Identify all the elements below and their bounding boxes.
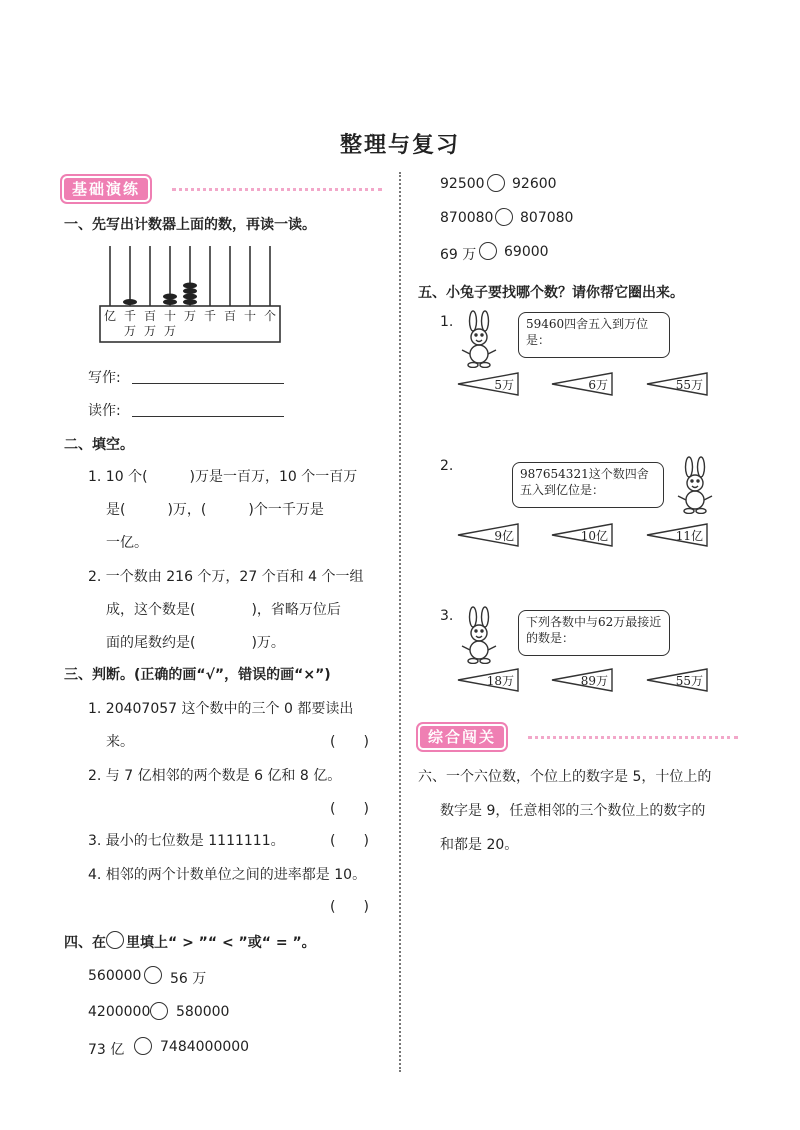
q4-heading-start: 四、在 (64, 935, 106, 951)
rabbit-illustration (458, 310, 500, 368)
page-title: 整理与复习 (339, 133, 460, 158)
q2-item2-line3: 面的尾数约是( )万。 (106, 635, 285, 651)
q1-heading: 一、先写出计数器上面的数，再读一读。 (64, 217, 316, 233)
speech-bubble: 下列各数中与62万最接近的数是： (518, 610, 670, 656)
compare-left: 73 亿 (88, 1042, 125, 1058)
q6-line3: 和都是 20。 (440, 837, 519, 853)
flag-label: 55万 (675, 378, 703, 392)
q3-item1-line2: 来。 (106, 734, 134, 750)
q2-item1-line3: 一亿。 (106, 535, 148, 551)
compare-right: 56 万 (170, 971, 207, 987)
compare-right: 807080 (520, 210, 574, 226)
read-answer-line[interactable] (132, 416, 284, 417)
q3-item1-answer[interactable]: ( ) (330, 734, 369, 750)
compare-left: 69 万 (440, 247, 477, 263)
write-label: 写作: (88, 370, 121, 386)
rabbit-illustration (674, 456, 716, 514)
q5-heading: 五、小兔子要找哪个数？请你帮它圈出来。 (418, 285, 684, 301)
speech-bubble: 987654321这个数四舍五入到亿位是： (512, 462, 664, 508)
answer-flag[interactable] (550, 372, 614, 396)
abacus-place-label: 十 (163, 309, 177, 323)
compare-right: 580000 (176, 1004, 230, 1020)
q5-item-number: 1. (440, 314, 454, 330)
q3-item4-answer[interactable]: ( ) (330, 899, 369, 915)
q5-item-number: 2. (440, 458, 454, 474)
abacus-place-label: 十 (243, 309, 257, 323)
answer-flag[interactable] (456, 668, 520, 692)
flag-label: 55万 (675, 674, 703, 688)
abacus-unit-label: 万 (123, 324, 137, 338)
abacus-place-label: 千 (123, 309, 137, 323)
compare-right: 69000 (504, 244, 549, 260)
answer-flag[interactable] (645, 668, 709, 692)
rabbit-illustration (458, 606, 500, 664)
section-badge-comprehensive: 综合闯关 (418, 724, 506, 750)
q3-item3: 3. 最小的七位数是 1111111。 (88, 833, 285, 849)
abacus-bead (183, 299, 197, 305)
abacus-bead (163, 294, 177, 300)
column-divider (399, 172, 401, 1072)
answer-flag[interactable] (645, 372, 709, 396)
abacus-unit-label: 万 (163, 324, 177, 338)
compare-left: 560000 (88, 968, 142, 984)
flag-label: 18万 (486, 674, 514, 688)
compare-circle[interactable] (134, 1037, 152, 1055)
q4-heading-end: 里填上“ > ”“ < ”或“ = ”。 (126, 935, 316, 951)
answer-flag[interactable] (456, 523, 520, 547)
answer-flag[interactable] (456, 372, 520, 396)
compare-right: 92600 (512, 176, 557, 192)
flag-label: 5万 (494, 378, 514, 392)
q3-item1-line1: 1. 20407057 这个数中的三个 0 都要读出 (88, 701, 354, 717)
abacus-place-label: 万 (183, 309, 197, 323)
compare-left: 4200000 (88, 1004, 151, 1020)
answer-flag[interactable] (550, 523, 614, 547)
read-label: 读作: (88, 403, 121, 419)
flag-label: 89万 (580, 674, 608, 688)
compare-left: 870080 (440, 210, 494, 226)
abacus-place-label: 千 (203, 309, 217, 323)
q2-item2-line1: 2. 一个数由 216 个万，27 个百和 4 个一组 (88, 569, 364, 585)
q2-heading: 二、填空。 (64, 437, 134, 453)
q3-item3-answer[interactable]: ( ) (330, 833, 369, 849)
abacus-place-label: 个 (263, 309, 277, 323)
abacus-drawing (98, 244, 284, 344)
abacus-bead (183, 283, 197, 289)
speech-bubble: 59460四舍五入到万位是： (518, 312, 670, 358)
abacus-bead (183, 288, 197, 294)
abacus-bead (163, 299, 177, 305)
flag-label: 9亿 (494, 529, 514, 543)
abacus-unit-label: 万 (143, 324, 157, 338)
compare-circle[interactable] (479, 242, 497, 260)
q3-item2: 2. 与 7 亿相邻的两个数是 6 亿和 8 亿。 (88, 768, 342, 784)
compare-circle[interactable] (487, 174, 505, 192)
flag-label: 6万 (588, 378, 608, 392)
q2-item2-line2: 成，这个数是( )，省略万位后 (106, 602, 341, 618)
badge-dotted-line (172, 188, 382, 191)
flag-label: 11亿 (675, 529, 703, 543)
abacus-place-label: 亿 (103, 309, 117, 323)
q6-line1: 六、一个六位数，个位上的数字是 5，十位上的 (418, 769, 712, 785)
answer-flag[interactable] (645, 523, 709, 547)
compare-circle[interactable] (495, 208, 513, 226)
compare-circle[interactable] (144, 966, 162, 984)
flag-label: 10亿 (580, 529, 608, 543)
write-answer-line[interactable] (132, 383, 284, 384)
q3-item2-answer[interactable]: ( ) (330, 801, 369, 817)
compare-circle[interactable] (150, 1002, 168, 1020)
compare-left: 92500 (440, 176, 485, 192)
badge-dotted-line (528, 736, 738, 739)
abacus-place-label: 百 (143, 309, 157, 323)
q6-line2: 数字是 9，任意相邻的三个数位上的数字的 (440, 803, 706, 819)
q2-item1-line1: 1. 10 个( )万是一百万，10 个一百万 (88, 469, 358, 485)
compare-right: 7484000000 (160, 1039, 250, 1055)
answer-flag[interactable] (550, 668, 614, 692)
abacus-bead (183, 294, 197, 300)
q3-item4: 4. 相邻的两个计数单位之间的进率都是 10。 (88, 867, 367, 883)
abacus-bead (123, 299, 137, 305)
abacus-counter (98, 244, 284, 344)
q4-heading-circle (106, 931, 124, 949)
section-badge-basic: 基础演练 (62, 176, 150, 202)
q5-item-number: 3. (440, 608, 454, 624)
abacus-place-label: 百 (223, 309, 237, 323)
q2-item1-line2: 是( )万，( )个一千万是 (106, 502, 324, 518)
q3-heading: 三、判断。(正确的画“√”，错误的画“×”) (64, 667, 331, 683)
